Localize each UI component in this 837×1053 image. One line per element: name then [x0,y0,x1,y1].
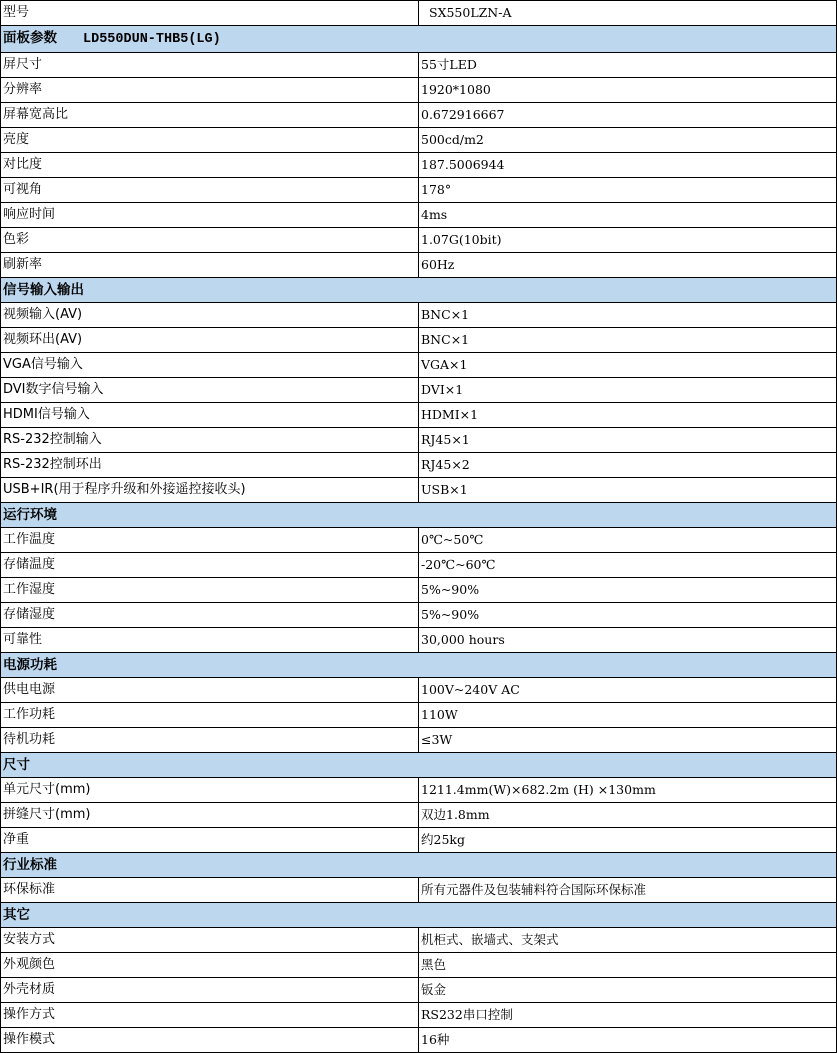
table-row [1,403,837,428]
row-value: 所有元器件及包装辅料符合国际环保标准 [419,878,837,903]
row-value: DVI×1 [419,378,837,403]
table-row [1,428,837,453]
table-row [1,353,837,378]
table-row [1,478,837,503]
table-row [1,953,837,978]
row-label: RS-232控制环出 [1,453,419,478]
row-label: 安装方式 [1,928,419,953]
row-value: 187.5006944 [419,153,837,178]
table-row [1,103,837,128]
section-env-title: 运行环境 [1,503,837,528]
section-other-title: 其它 [1,903,837,928]
row-label: 存储温度 [1,553,419,578]
row-value: RS232串口控制 [419,1003,837,1028]
table-row [1,628,837,653]
row-value: 16种 [419,1028,837,1053]
row-label: 供电电源 [1,678,419,703]
section-standard [1,853,837,878]
table-row [1,703,837,728]
row-value: 黑色 [419,953,837,978]
row-value: 178° [419,178,837,203]
row-value: 机柜式、嵌墙式、支架式 [419,928,837,953]
row-label: DVI数字信号输入 [1,378,419,403]
row-label: USB+IR(用于程序升级和外接遥控接收头) [1,478,419,503]
row-value: 5%~90% [419,578,837,603]
spec-table-body [1,1,837,1053]
table-row [1,528,837,553]
section-panel [1,26,837,53]
row-value: 100V~240V AC [419,678,837,703]
table-row [1,328,837,353]
table-row [1,928,837,953]
section-size [1,753,837,778]
row-value: 500cd/m2 [419,128,837,153]
row-label: 单元尺寸(mm) [1,778,419,803]
row-label: 视频环出(AV) [1,328,419,353]
row-value: 1920*1080 [419,78,837,103]
row-label: 视频输入(AV) [1,303,419,328]
row-label: 对比度 [1,153,419,178]
section-io-title: 信号输入输出 [1,278,837,303]
table-row [1,603,837,628]
row-value: 1.07G(10bit) [419,228,837,253]
row-value: 4ms [419,203,837,228]
row-label: VGA信号输入 [1,353,419,378]
table-row [1,878,837,903]
section-size-title: 尺寸 [1,753,837,778]
row-value: 60Hz [419,253,837,278]
panel-model-code: LD550DUN-THB5(LG) [83,32,221,47]
table-row [1,1003,837,1028]
row-label: 刷新率 [1,253,419,278]
table-row [1,53,837,78]
row-value: -20℃~60℃ [419,553,837,578]
table-row [1,778,837,803]
row-label: 屏幕宽高比 [1,103,419,128]
row-value: 0.672916667 [419,103,837,128]
table-row [1,803,837,828]
table-row [1,178,837,203]
row-label: 工作功耗 [1,703,419,728]
section-standard-title: 行业标准 [1,853,837,878]
row-label: 色彩 [1,228,419,253]
row-value: HDMI×1 [419,403,837,428]
row-value: 0℃~50℃ [419,528,837,553]
row-label: HDMI信号输入 [1,403,419,428]
section-power-title: 电源功耗 [1,653,837,678]
table-row [1,553,837,578]
row-value: RJ45×1 [419,428,837,453]
model-value: SX550LZN-A [419,1,837,26]
table-row [1,253,837,278]
row-label: RS-232控制输入 [1,428,419,453]
row-label: 外观颜色 [1,953,419,978]
table-row [1,203,837,228]
section-io [1,278,837,303]
row-label: 可靠性 [1,628,419,653]
row-value: BNC×1 [419,303,837,328]
table-row [1,228,837,253]
table-row [1,128,837,153]
row-label: 屏尺寸 [1,53,419,78]
row-label: 操作方式 [1,1003,419,1028]
row-label: 亮度 [1,128,419,153]
row-label: 可视角 [1,178,419,203]
row-label: 分辨率 [1,78,419,103]
row-value: 1211.4mm(W)×682.2m (H) ×130mm [419,778,837,803]
row-label: 工作湿度 [1,578,419,603]
table-row [1,78,837,103]
table-row [1,678,837,703]
row-value: 钣金 [419,978,837,1003]
row-label: 存储湿度 [1,603,419,628]
table-row [1,153,837,178]
section-other [1,903,837,928]
row-value: 30,000 hours [419,628,837,653]
model-label: 型号 [1,1,419,26]
table-row [1,978,837,1003]
table-row [1,1028,837,1053]
row-value: VGA×1 [419,353,837,378]
row-value: ≤3W [419,728,837,753]
table-row [1,453,837,478]
table-row [1,303,837,328]
row-value: 110W [419,703,837,728]
row-value: BNC×1 [419,328,837,353]
model-row [1,1,837,26]
row-value: 55寸LED [419,53,837,78]
row-value: RJ45×2 [419,453,837,478]
row-label: 净重 [1,828,419,853]
section-panel-title: 面板参数 [3,30,57,46]
section-power [1,653,837,678]
table-row [1,378,837,403]
table-row [1,828,837,853]
table-row [1,728,837,753]
row-label: 待机功耗 [1,728,419,753]
row-label: 外壳材质 [1,978,419,1003]
row-label: 工作温度 [1,528,419,553]
row-value: 约25kg [419,828,837,853]
row-value: 5%~90% [419,603,837,628]
section-panel-header [1,26,837,53]
row-label: 环保标准 [1,878,419,903]
row-value: USB×1 [419,478,837,503]
table-row [1,578,837,603]
row-label: 响应时间 [1,203,419,228]
row-value: 双边1.8mm [419,803,837,828]
section-env [1,503,837,528]
row-label: 拼缝尺寸(mm) [1,803,419,828]
row-label: 操作模式 [1,1028,419,1053]
